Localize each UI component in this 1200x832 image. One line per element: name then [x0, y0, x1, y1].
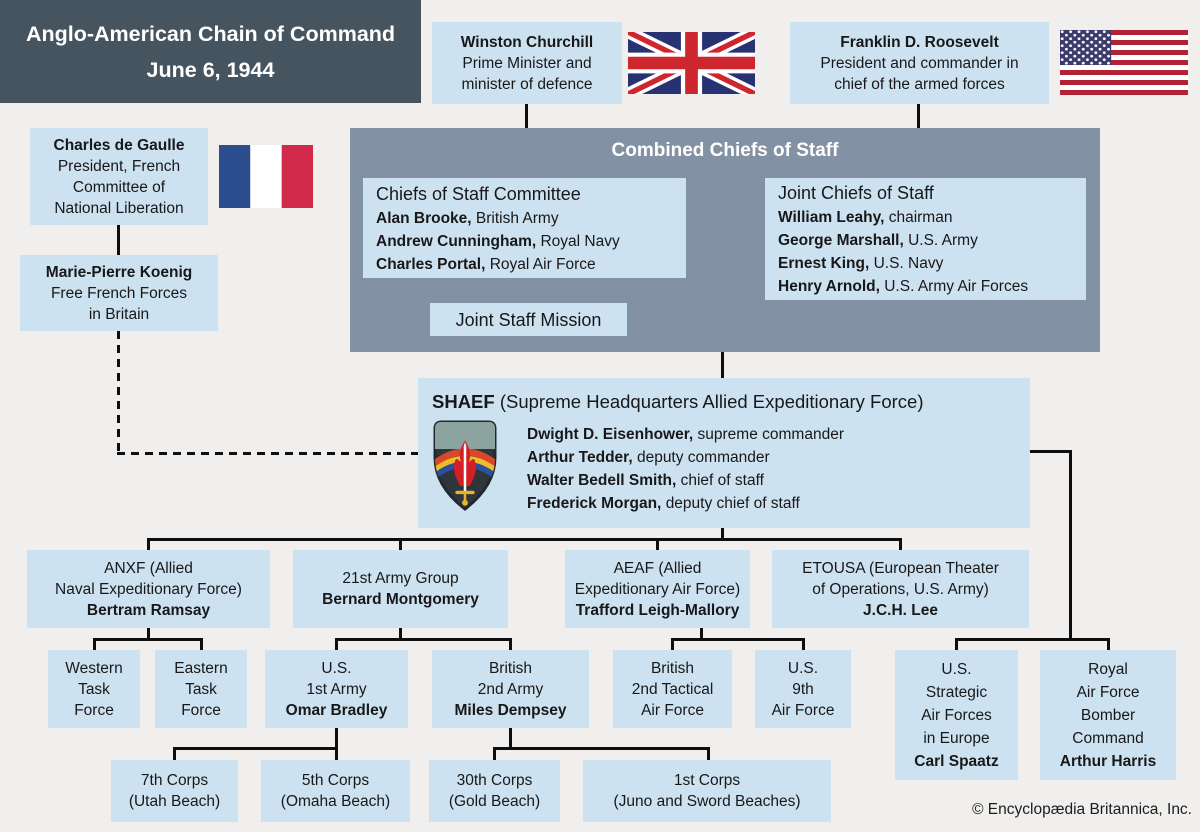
force-line: Task [185, 680, 217, 698]
force-line: Bomber [1080, 706, 1136, 724]
force-line: 9th [792, 680, 814, 698]
force-line: Western [65, 659, 123, 677]
corps-line: 1st Corps [673, 772, 741, 789]
member-name: Arthur Tedder, [527, 449, 633, 466]
member-row [778, 206, 952, 229]
force-line: U.S. [787, 659, 819, 677]
line-us1-down [335, 728, 338, 760]
western-task-force-box [48, 650, 140, 728]
30th-corps-box [429, 760, 560, 822]
diagram-title [0, 0, 421, 103]
line-21ag-down [399, 628, 402, 638]
uk-flag-icon [628, 32, 755, 94]
person-role: Prime Minister and [462, 54, 592, 72]
member-role: deputy commander [636, 449, 770, 466]
degaulle-box [30, 128, 208, 225]
joint-chiefs-box [765, 178, 1086, 300]
member-name: Alan Brooke, [376, 209, 472, 227]
force-line: Air Force [771, 701, 835, 719]
commander-name: Bernard Montgomery [322, 591, 479, 608]
anxf-box [27, 550, 270, 628]
stub-us-9th-af [802, 641, 805, 650]
member-role: U.S. Navy [873, 255, 944, 272]
corps-line: (Gold Beach) [448, 793, 541, 810]
force-line: U.S. [941, 660, 972, 678]
dash-koenig-to-shaef [117, 452, 418, 455]
force-line: Task [78, 680, 110, 698]
corps-line: 5th Corps [301, 772, 370, 789]
line-shaef-right [1030, 450, 1072, 453]
person-role: President, French [57, 157, 181, 175]
member-role: British Army [475, 209, 559, 227]
title-line1: Anglo-American Chain of Command [25, 21, 396, 46]
raf-bomber-command-box [1040, 650, 1176, 780]
stub-western-tf [93, 641, 96, 650]
member-row [527, 423, 844, 446]
us-1st-army-box [265, 650, 408, 728]
corps-line: 30th Corps [456, 772, 533, 789]
member-role: supreme commander [697, 426, 844, 443]
member-name: Dwight D. Eisenhower, [527, 426, 694, 443]
force-line: Air Forces [921, 706, 992, 724]
corps-line: (Juno and Sword Beaches) [613, 793, 801, 810]
corps-line: 7th Corps [140, 772, 209, 789]
chiefs-of-staff-committee-box [363, 178, 686, 278]
stub-30th-corps [493, 750, 496, 760]
force-line: U.S. [321, 659, 352, 677]
line-us-corps-rail [173, 747, 338, 750]
line-anxf-down [147, 628, 150, 638]
dash-koenig-down [117, 331, 120, 455]
corps-line: (Omaha Beach) [280, 793, 391, 810]
member-row [376, 230, 620, 253]
stub-us-1st-army [335, 641, 338, 650]
member-role: chief of staff [680, 472, 764, 489]
shaef-patch-icon [432, 419, 498, 512]
line-degaulle-to-koenig [117, 225, 120, 255]
us-9th-af-box [755, 650, 851, 728]
command-title: Naval Expeditionary Force) [55, 580, 242, 598]
force-line: Force [74, 701, 114, 719]
7th-corps-box [111, 760, 238, 822]
group-title: Chiefs of Staff Committee [376, 183, 581, 204]
force-line: Force [181, 701, 221, 719]
us-strategic-af-box [895, 650, 1018, 780]
person-name: Charles de Gaulle [53, 136, 185, 154]
shaef-title [432, 390, 924, 414]
stub-etousa [899, 541, 902, 550]
member-role: U.S. Army [908, 232, 978, 249]
line-commands-rail [147, 538, 902, 541]
british-2nd-army-box [432, 650, 589, 728]
stub-eastern-tf [200, 641, 203, 650]
person-role: Committee of [72, 178, 166, 196]
member-row [778, 275, 1028, 298]
stub-us-strategic [955, 641, 958, 650]
member-name: William Leahy, [778, 209, 885, 226]
force-line: in Europe [923, 729, 990, 747]
stub-anxf [147, 541, 150, 550]
member-name: Frederick Morgan, [527, 495, 662, 512]
stub-raf-bomber [1107, 641, 1110, 650]
stub-21ag [399, 541, 402, 550]
person-role: minister of defence [461, 75, 593, 93]
commander-name: Trafford Leigh-Mallory [575, 601, 740, 619]
command-title: ANXF (Allied [104, 559, 193, 577]
line-brit-corps-rail [493, 747, 710, 750]
line-tactical-air-rail [671, 638, 805, 641]
aeaf-box [565, 550, 750, 628]
member-role: U.S. Army Air Forces [884, 278, 1029, 295]
us-flag-icon [1060, 30, 1188, 95]
commander-name: Bertram Ramsay [86, 601, 211, 619]
copyright-credit: © Encyclopædia Britannica, Inc. [972, 801, 1192, 818]
shaef-full-name: (Supreme Headquarters Allied Expeditionary Force) [499, 391, 924, 412]
force-line: Command [1072, 729, 1144, 747]
stub-british-2nd-taf [671, 641, 674, 650]
group-title: Joint Staff Mission [455, 309, 602, 330]
force-line: British [650, 659, 695, 677]
person-role: President and commander in [820, 54, 1019, 72]
member-role: chairman [888, 209, 953, 226]
stub-aeaf [656, 541, 659, 550]
shaef-staff-list [527, 423, 844, 515]
commander-name: Miles Dempsey [454, 701, 567, 719]
person-role: chief of the armed forces [834, 75, 1005, 93]
member-row [778, 229, 978, 252]
member-row [376, 207, 559, 230]
member-name: Andrew Cunningham, [376, 232, 537, 250]
member-role: Royal Air Force [489, 255, 596, 273]
corps-line: (Utah Beach) [128, 793, 221, 810]
stub-7th-corps [173, 750, 176, 760]
member-name: Ernest King, [778, 255, 870, 272]
force-line: Royal [1088, 660, 1128, 678]
command-title: 21st Army Group [342, 570, 459, 587]
force-line: British [488, 659, 533, 677]
member-role: Royal Navy [540, 232, 620, 250]
person-role: in Britain [88, 305, 150, 323]
force-line: 1st Army [306, 680, 367, 698]
member-row [778, 252, 943, 275]
1st-corps-box [583, 760, 831, 822]
joint-staff-mission-box [430, 303, 627, 336]
person-name: Marie-Pierre Koenig [45, 263, 193, 281]
person-role: National Liberation [54, 199, 184, 217]
title-line2: June 6, 1944 [146, 57, 275, 82]
line-strategic-rail [955, 638, 1110, 641]
group-title: Joint Chiefs of Staff [778, 183, 934, 203]
member-name: George Marshall, [778, 232, 904, 249]
person-role: Free French Forces [50, 284, 188, 302]
force-line: Air Force [1076, 683, 1140, 701]
force-line: Air Force [641, 701, 704, 719]
commander-name: Omar Bradley [285, 701, 388, 719]
roosevelt-box [790, 22, 1049, 104]
member-row [376, 253, 596, 276]
commander-name: Carl Spaatz [914, 752, 999, 770]
stub-1st-corps [707, 750, 710, 760]
stub-british-2nd-army [509, 641, 512, 650]
koenig-box [20, 255, 218, 331]
person-name: Franklin D. Roosevelt [840, 33, 999, 51]
france-flag-icon [219, 145, 313, 208]
21st-army-group-box [293, 550, 508, 628]
line-taskforce-rail [93, 638, 203, 641]
eastern-task-force-box [155, 650, 247, 728]
commander-name: Arthur Harris [1059, 752, 1157, 770]
line-armies-rail [335, 638, 512, 641]
member-name: Henry Arnold, [778, 278, 880, 295]
person-name: Winston Churchill [460, 33, 594, 51]
british-2nd-tactical-af-box [613, 650, 732, 728]
member-row [527, 446, 844, 469]
command-title: ETOUSA (European Theater [802, 559, 999, 577]
member-role: deputy chief of staff [665, 495, 800, 512]
line-right-branch-down [1069, 450, 1072, 641]
combined-chiefs-title: Combined Chiefs of Staff [611, 140, 839, 161]
etousa-box [772, 550, 1029, 628]
churchill-box [432, 22, 622, 104]
line-ccs-to-shaef [721, 352, 724, 378]
member-row [527, 492, 844, 515]
command-title: Expeditionary Air Force) [574, 580, 741, 598]
member-row [527, 469, 844, 492]
commander-name: J.C.H. Lee [863, 601, 938, 619]
force-line: Strategic [925, 683, 988, 701]
force-line: Eastern [174, 659, 228, 677]
line-aeaf-down [700, 628, 703, 638]
force-line: 2nd Tactical [631, 680, 714, 698]
member-name: Charles Portal, [376, 255, 486, 273]
member-name: Walter Bedell Smith, [527, 472, 677, 489]
force-line: 2nd Army [477, 680, 544, 698]
shaef-abbr: SHAEF [432, 391, 495, 412]
command-title: of Operations, U.S. Army) [812, 580, 989, 598]
5th-corps-box [261, 760, 410, 822]
command-title: AEAF (Allied [613, 559, 702, 577]
